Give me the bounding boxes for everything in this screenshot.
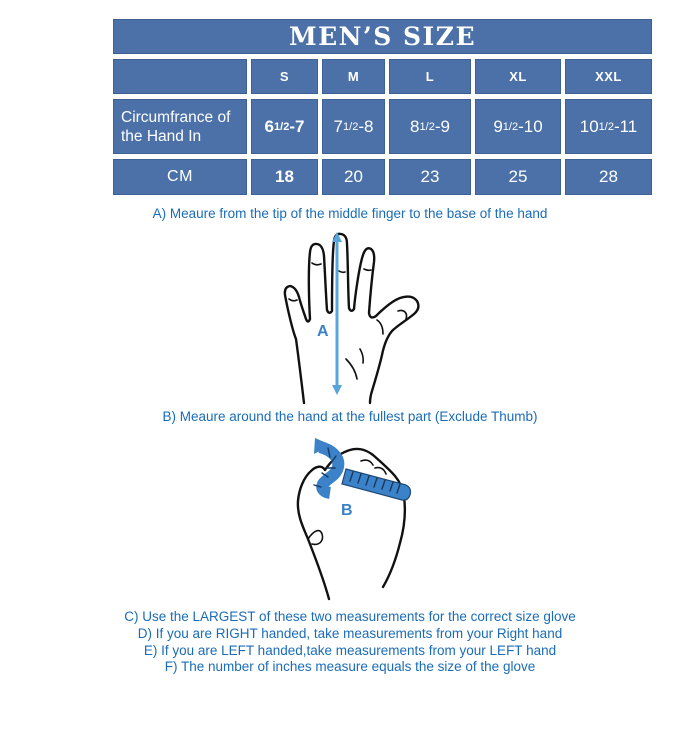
corner-cell xyxy=(113,59,247,94)
cell-cm-s: 18 xyxy=(251,159,318,195)
cell-inches-l: 8 1/2 -9 xyxy=(389,99,471,154)
row-label-cm: CM xyxy=(113,159,247,195)
instruction-a: A) Meaure from the tip of the middle finger to the base of the hand xyxy=(152,206,548,221)
cell-inches-m: 7 1/2 -8 xyxy=(322,99,385,154)
fist-circumference-diagram xyxy=(283,437,423,603)
hand-length-diagram xyxy=(280,231,432,405)
cell-inches-xxl: 10 1/2 -11 xyxy=(565,99,652,154)
note-c: C) Use the LARGEST of these two measurements for the correct size glove xyxy=(124,609,576,624)
row-label-circumference: Circumfrance of the Hand In xyxy=(113,99,247,154)
col-header-xl: XL xyxy=(475,59,561,94)
cell-cm-xxl: 28 xyxy=(565,159,652,195)
col-header-xxl: XXL xyxy=(565,59,652,94)
measure-label-a: A xyxy=(317,323,329,340)
cell-inches-s: 6 1/2 -7 xyxy=(251,99,318,154)
instruction-b: B) Meaure around the hand at the fullest part (Exclude Thumb) xyxy=(162,409,538,424)
note-d: D) If you are RIGHT handed, take measurements from your Right hand xyxy=(137,625,563,641)
size-chart-table xyxy=(113,19,652,195)
col-header-m: M xyxy=(322,59,385,94)
cell-inches-xl: 9 1/2 -10 xyxy=(475,99,561,154)
measure-label-b: B xyxy=(341,502,353,519)
cell-cm-l: 23 xyxy=(389,159,471,195)
note-e: E) If you are LEFT handed,take measurements from your LEFT hand xyxy=(143,642,557,658)
note-f: F) The number of inches measure equals the size of the glove xyxy=(164,659,536,675)
table-title: MEN’S SIZE xyxy=(113,19,652,54)
cell-cm-m: 20 xyxy=(322,159,385,195)
col-header-l: L xyxy=(389,59,471,94)
cell-cm-xl: 25 xyxy=(475,159,561,195)
col-header-s: S xyxy=(251,59,318,94)
instruction-notes xyxy=(0,609,700,676)
